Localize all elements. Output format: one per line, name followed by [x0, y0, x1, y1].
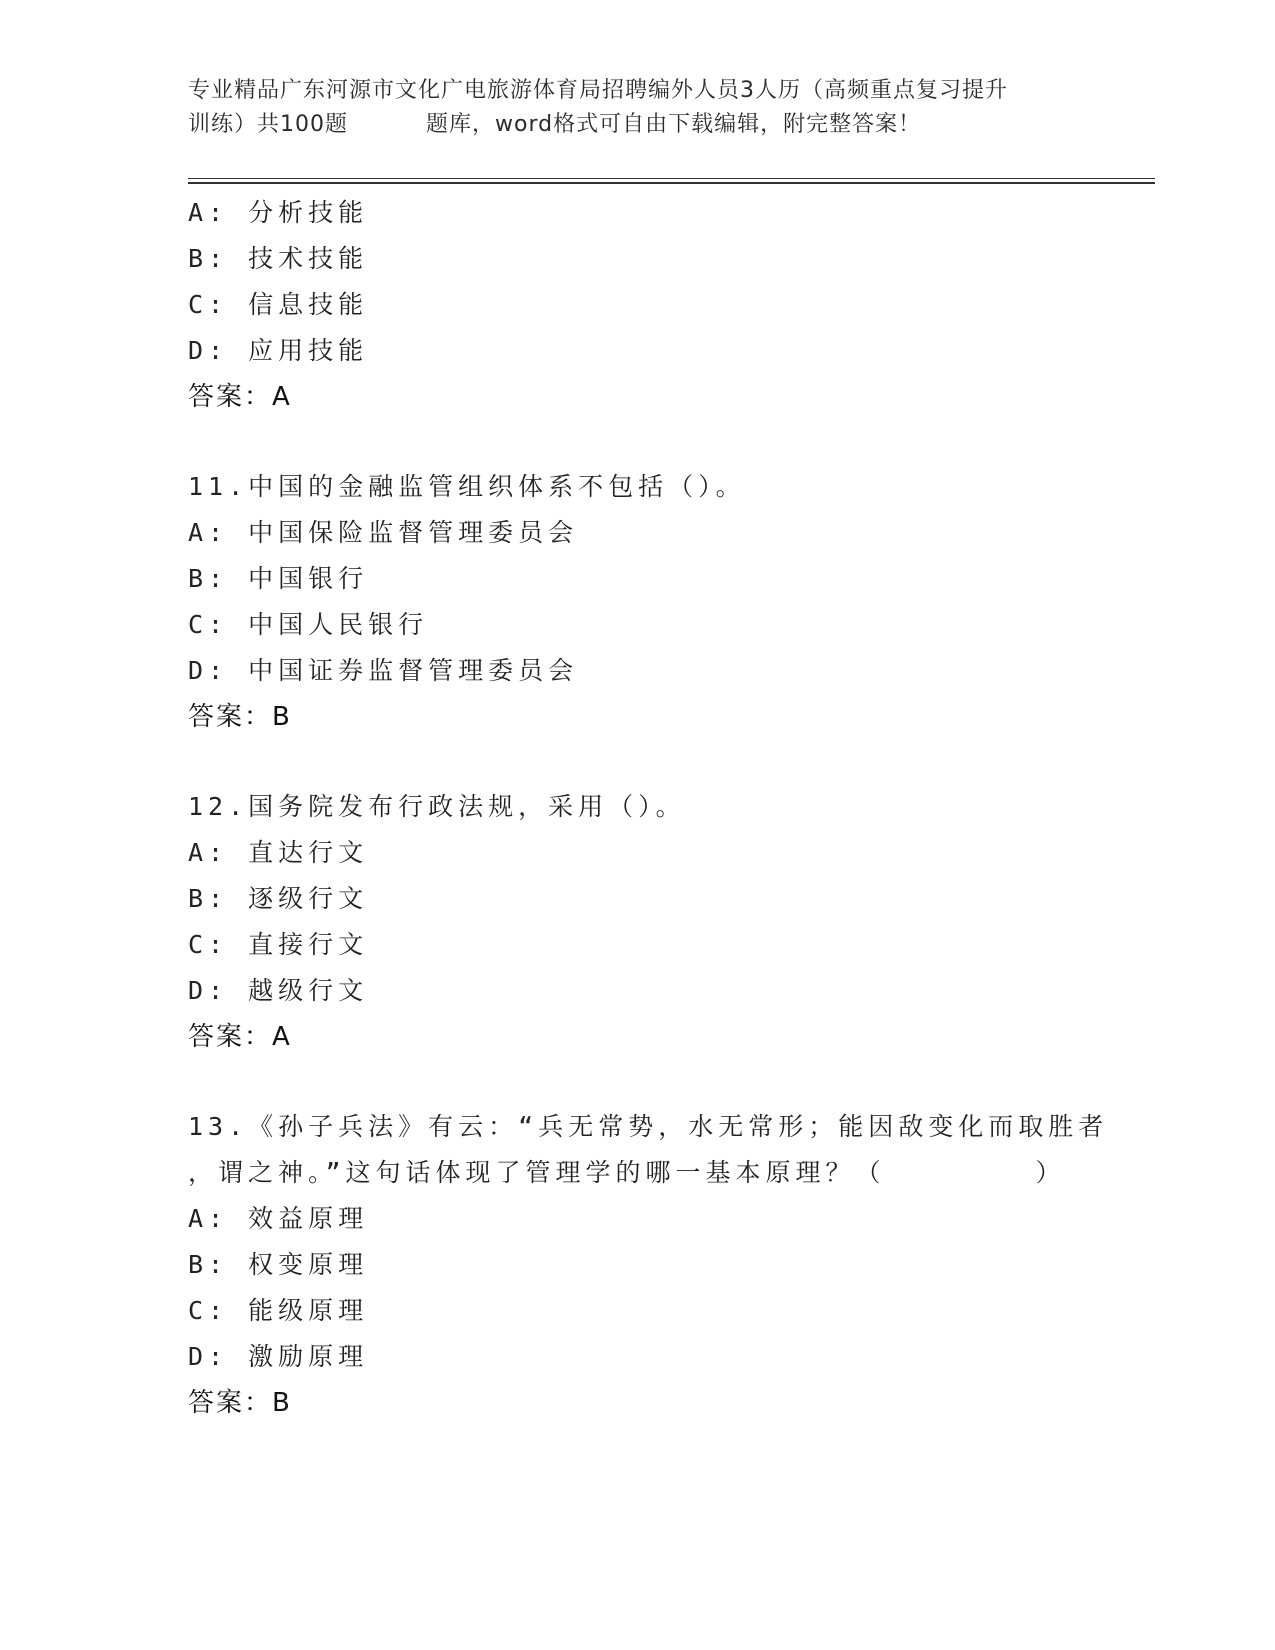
option-b: B: 逐级行文	[188, 884, 369, 913]
header-line-2	[188, 108, 1088, 142]
question-stem-line-1: 13.《孙子兵法》有云：“兵无常势，水无常形；能因敌变化而取胜者	[188, 1112, 1109, 1141]
option-d: D: 应用技能	[188, 336, 369, 365]
header-line-2-part-b: 题库，word格式可自由下载编辑，附完整答案！	[426, 112, 922, 137]
question-block-12	[188, 784, 1148, 1060]
option-a: A: 分析技能	[188, 198, 369, 227]
option-c: C: 能级原理	[188, 1296, 369, 1325]
header-line-1: 专业精品广东河源市文化广电旅游体育局招聘编外人员3人历（高频重点复习提升	[188, 78, 1008, 103]
option-b: B: 技术技能	[188, 244, 369, 273]
spacer	[188, 1060, 1148, 1104]
answer-line: 答案：B	[188, 1388, 292, 1418]
option-a: A: 中国保险监督管理委员会	[188, 518, 579, 547]
header-divider-thin	[188, 178, 1155, 179]
question-stem: 11.中国的金融监管组织体系不包括（）。	[188, 472, 746, 501]
option-c: C: 直接行文	[188, 930, 369, 959]
header-line-2-part-a: 训练）共100题	[188, 112, 348, 137]
document-header	[188, 74, 1088, 142]
answer-line: 答案：B	[188, 702, 292, 732]
question-stem: 12.国务院发布行政法规，采用（）。	[188, 792, 686, 821]
header-divider-thick	[188, 182, 1155, 184]
option-d: D: 激励原理	[188, 1342, 369, 1371]
question-block-13	[188, 1104, 1148, 1426]
question-block-prev	[188, 190, 1148, 420]
option-a: A: 效益原理	[188, 1204, 369, 1233]
option-d: D: 越级行文	[188, 976, 369, 1005]
answer-line: 答案：A	[188, 382, 292, 412]
option-c: C: 中国人民银行	[188, 610, 429, 639]
question-block-11	[188, 464, 1148, 740]
option-c: C: 信息技能	[188, 290, 369, 319]
spacer	[188, 420, 1148, 464]
option-a: A: 直达行文	[188, 838, 369, 867]
option-d: D: 中国证券监督管理委员会	[188, 656, 579, 685]
question-list	[188, 190, 1148, 1426]
option-b: B: 权变原理	[188, 1250, 369, 1279]
option-b: B: 中国银行	[188, 564, 369, 593]
answer-line: 答案：A	[188, 1022, 292, 1052]
spacer	[188, 740, 1148, 784]
question-stem-line-2: ，谓之神。”这句话体现了管理学的哪一基本原理？（ ）	[188, 1158, 1066, 1187]
